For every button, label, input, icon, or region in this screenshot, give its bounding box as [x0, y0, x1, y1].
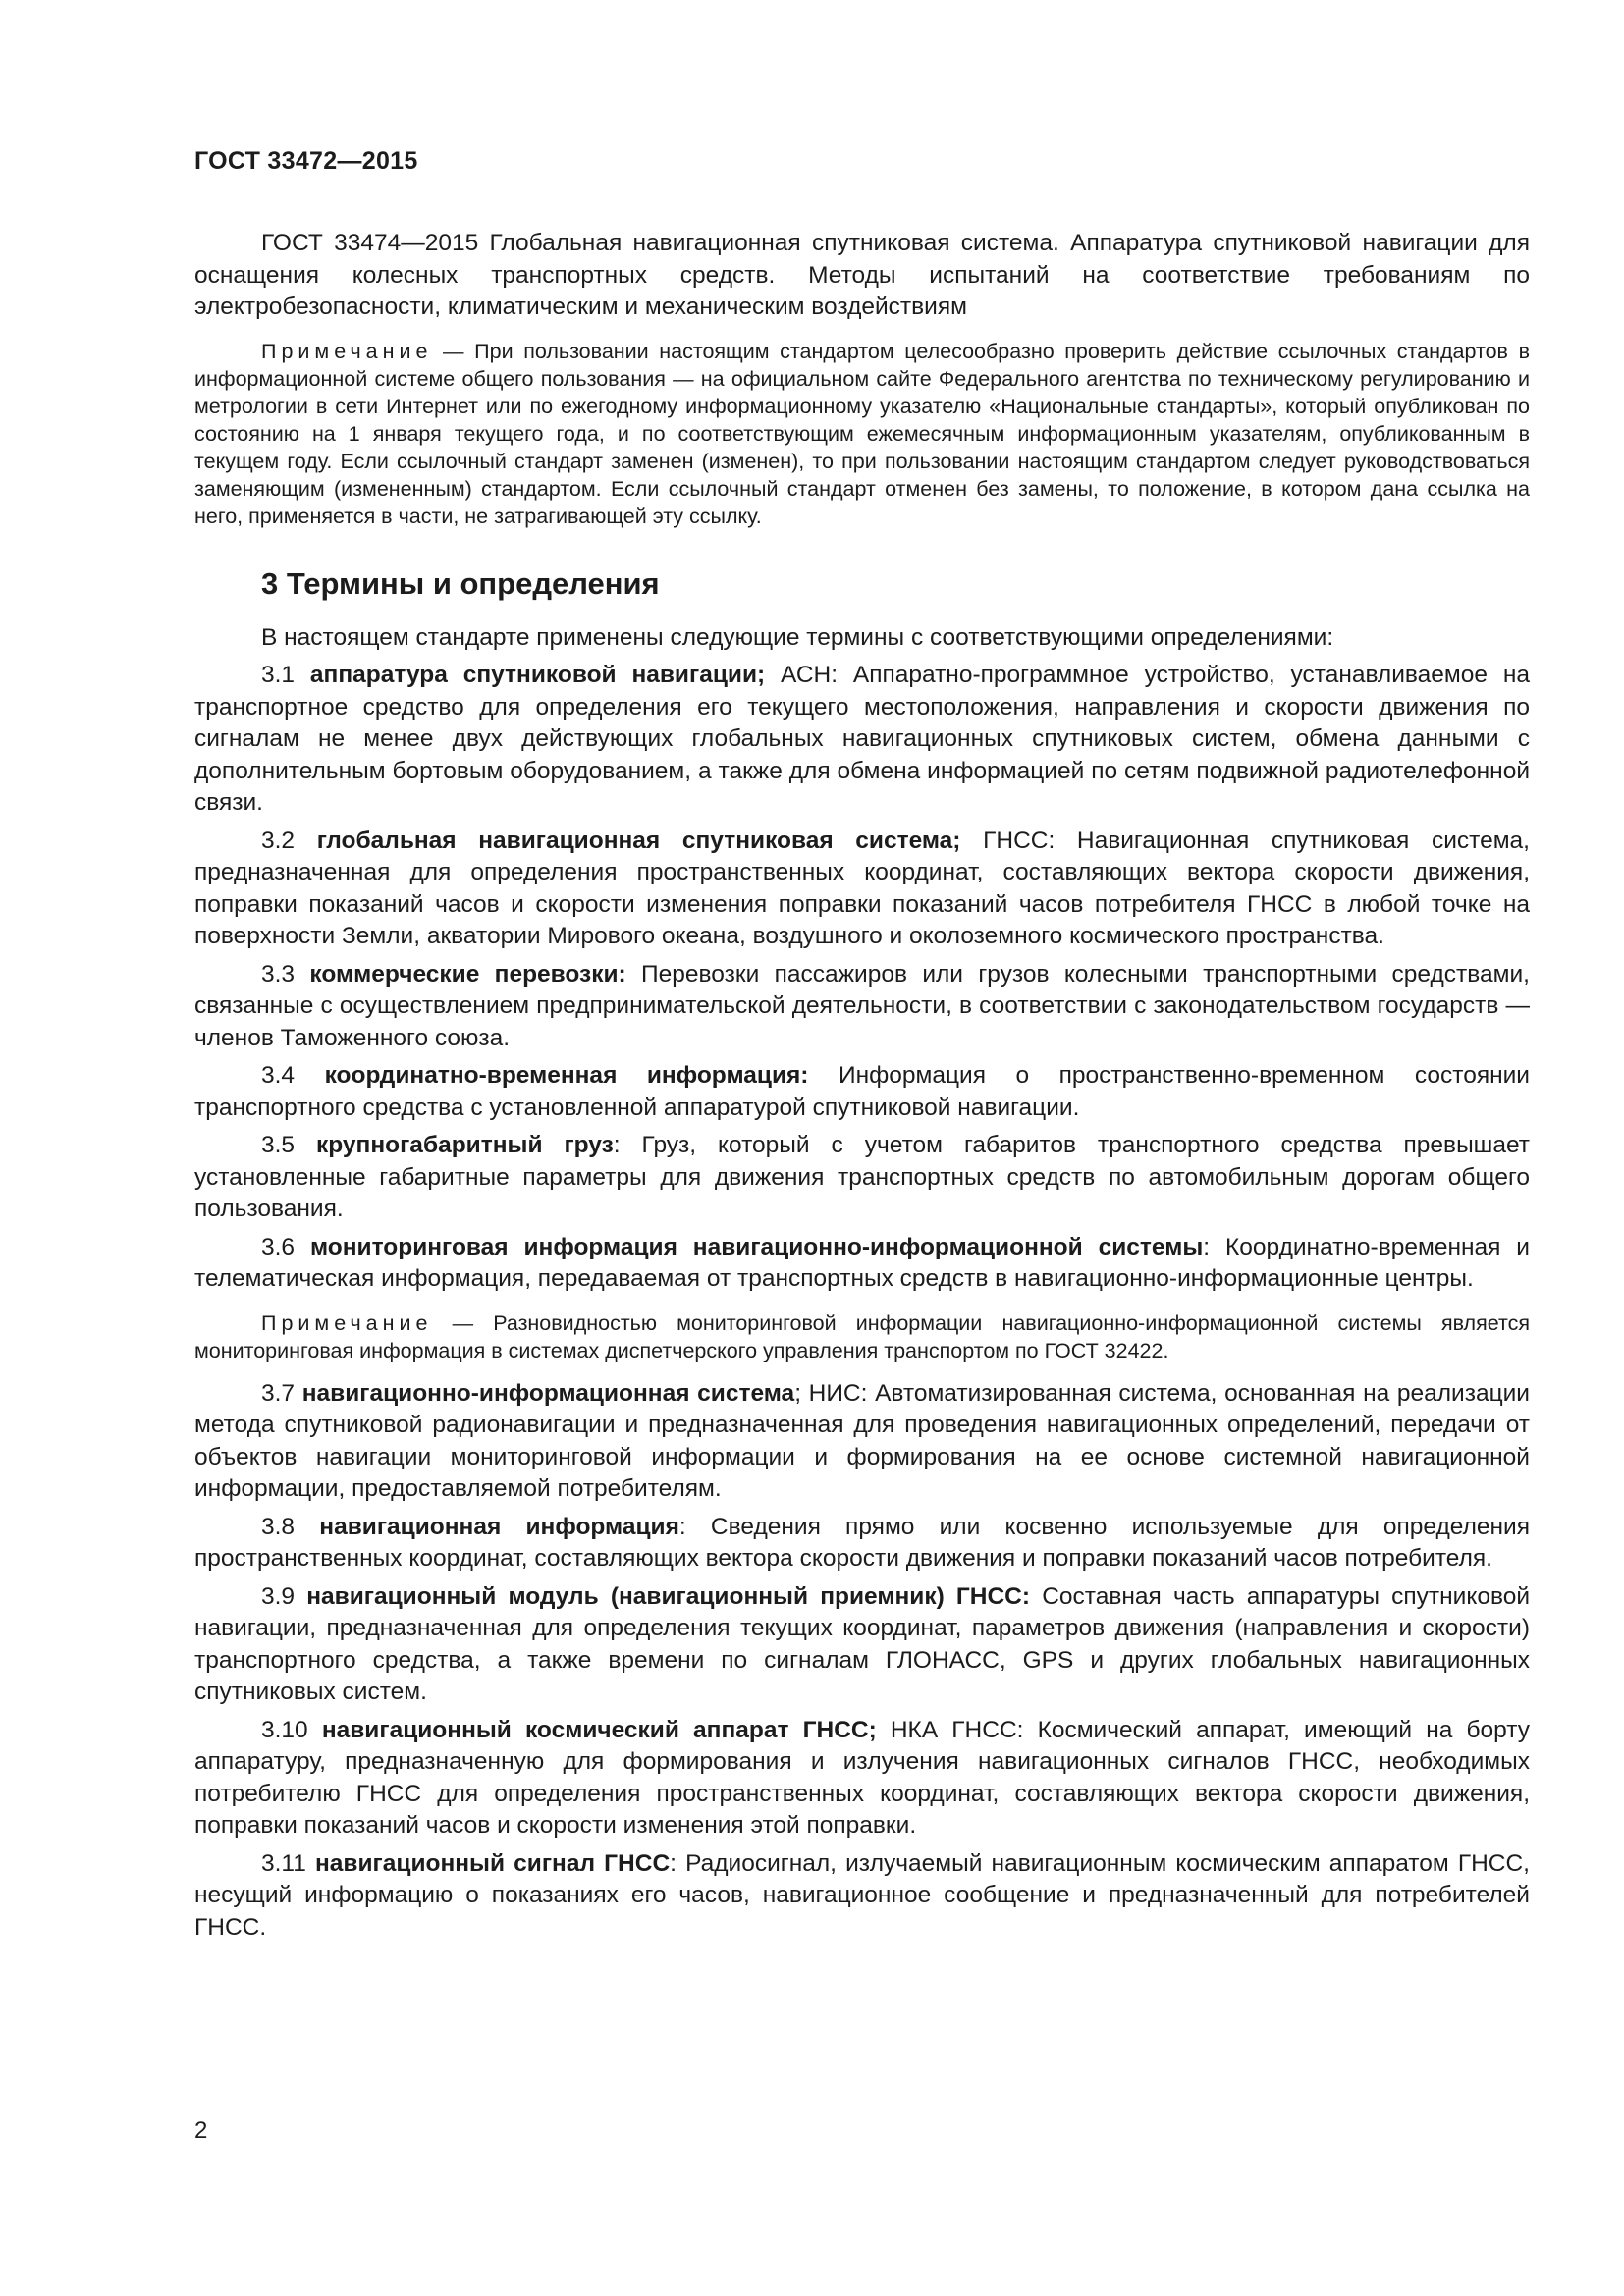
term-number: 3.1 — [261, 662, 310, 688]
term-number: 3.5 — [261, 1132, 317, 1158]
page-header: ГОСТ 33472—2015 — [194, 147, 418, 175]
term-definition — [194, 660, 1530, 820]
note-text: — При пользовании настоящим стандартом целесообразно проверить действие ссылочных стандартов в информационной системе общего пользования — на официальном сайте Федерального агентства по техническому регулированию и метрологии в сети Интернет или по ежегодному информационному указателю «Национальные стандарты», который опубликован по состоянию на 1 января текущего года, и по соответствующим ежемесячным информационным указателям, опубликованным в текущем году. Если ссылочный стандарт заменен (изменен), то при пользовании настоящим стандартом следует руководствоваться заменяющим (измененным) стандартом. Если ссылочный стандарт отменен без замены, то положение, в котором дана ссылка на него, применяется в части, не затрагивающей эту ссылку. — [194, 339, 1530, 528]
term-number: 3.9 — [261, 1582, 307, 1610]
term-text: Перевозки пассажиров или грузов колесными транспортными средствами, связанные с осуществлением предпринимательской деятельности, в соответствии с законодательством государств — членов Таможенного союза. — [194, 960, 1530, 1051]
term-definition — [194, 1130, 1530, 1226]
term-text: : Радиосигнал, излучаемый навигационным космическим аппаратом ГНСС, несущий информацию о показаниях его часов, навигационное сообщение и предназначенный для потребителей ГНСС. — [194, 1849, 1530, 1941]
page-content — [194, 228, 1530, 1944]
term-number: 3.7 — [261, 1379, 302, 1407]
term-definition — [194, 1715, 1530, 1842]
term-definition — [194, 959, 1530, 1055]
term-text: ; НИС: Автоматизированная система, основанная на реализации метода спутниковой радионавигации и предназначенная для проведения навигационных определений, передачи от объектов навигации мониторинговой информации и формирования на ее основе системной навигационной информации, предоставляемой потребителям. — [194, 1379, 1530, 1502]
note-paragraph — [194, 1309, 1530, 1364]
term-text: Информация о пространственно-временном состоянии транспортного средства с установленной аппаратурой спутниковой навигации. — [194, 1062, 1530, 1121]
term-text: ГНСС: Навигационная спутниковая система, предназначенная для определения пространственных координат, составляющих вектора скорости движения, поправки показаний часов и скорости изменения поправки показаний часов потребителя ГНСС в любой точке на поверхности Земли, акватории Мирового океана, воздушного и околоземного космического пространства. — [194, 827, 1530, 949]
note-label: Примечание — [261, 1310, 433, 1335]
term-number: 3.3 — [261, 960, 310, 988]
term-name: навигационно-информационная система — [301, 1379, 795, 1407]
note-label: Примечание — [261, 339, 433, 363]
term-name: мониторинговая информация навигационно-информационной системы — [309, 1233, 1204, 1260]
term-text: : Сведения прямо или косвенно используемые для определения пространственных координат, составляющих вектора скорости движения и поправки показаний часов потребителя. — [194, 1513, 1530, 1572]
term-number: 3.10 — [261, 1716, 322, 1743]
term-number: 3.4 — [261, 1062, 325, 1089]
term-definition — [194, 1232, 1530, 1296]
term-definition — [194, 1060, 1530, 1124]
term-name: коммерческие перевозки: — [309, 960, 626, 988]
term-text: АСН: Аппаратно-программное устройство, устанавливаемое на транспортное средство для определения его текущего местоположения, направления и скорости движения по сигналам не менее двух действующих глобальных навигационных спутниковых систем, обмена данными с дополнительным бортовым оборудованием, а также для обмена информацией по сетям подвижной радиотелефонной связи. — [194, 662, 1530, 816]
term-definition — [194, 826, 1530, 953]
term-definition — [194, 1581, 1530, 1709]
term-name: навигационный модуль (навигационный приемник) ГНСС: — [306, 1582, 1031, 1610]
term-text: НКА ГНСС: Космический аппарат, имеющий на борту аппаратуру, предназначенную для формирования и излучения навигационных сигналов ГНСС, необходимых потребителю ГНСС для определения пространственных координат, составляющих вектора скорости движения, поправки показаний часов и скорости изменения этой поправки. — [194, 1716, 1530, 1839]
term-name: навигационная информация — [319, 1513, 679, 1540]
term-name: аппаратура спутниковой навигации; — [309, 662, 766, 688]
term-name: навигационный космический аппарат ГНСС; — [321, 1716, 877, 1743]
term-number: 3.2 — [261, 827, 317, 854]
term-name: крупногабаритный груз — [316, 1132, 614, 1158]
note-paragraph — [194, 338, 1530, 530]
reference-paragraph: ГОСТ 33474—2015 Глобальная навигационная спутниковая система. Аппаратура спутниковой навигации для оснащения колесных транспортных средств. Методы испытаний на соответствие требованиям по электробезопасности, климатическим и механическим воздействиям — [194, 230, 1530, 320]
term-number: 3.6 — [261, 1233, 310, 1260]
term-name: координатно-временная информация: — [324, 1062, 809, 1089]
term-definition — [194, 1378, 1530, 1506]
term-definition — [194, 1848, 1530, 1945]
section-intro: В настоящем стандарте применены следующие термины с соответствующими определениями: — [261, 623, 1334, 651]
term-text: : Координатно-временная и телематическая информация, передаваемая от транспортных средств в навигационно-информационные центры. — [194, 1233, 1530, 1292]
term-name: навигационный сигнал ГНСС — [315, 1849, 671, 1877]
term-name: глобальная навигационная спутниковая система; — [316, 827, 961, 854]
term-definition — [194, 1512, 1530, 1575]
term-text: : Груз, который с учетом габаритов транспортного средства превышает установленные габаритные параметры для движения транспортных средств по автомобильным дорогам общего пользования. — [194, 1132, 1530, 1222]
term-text: Составная часть аппаратуры спутниковой навигации, предназначенная для определения текущих координат, параметров движения (направления и скорости) транспортного средства, а также времени по сигналам ГЛОНАСС, GPS и других глобальных навигационных спутниковых систем. — [194, 1582, 1531, 1705]
section-title: 3 Термины и определения — [261, 565, 660, 601]
note-text: — Разновидностью мониторинговой информации навигационно-информационной системы является мониторинговая информация в системах диспетчерского управления транспортом по ГОСТ 32422. — [194, 1310, 1530, 1362]
term-number: 3.11 — [261, 1849, 315, 1877]
term-number: 3.8 — [261, 1513, 320, 1540]
page-number: 2 — [194, 2117, 208, 2144]
